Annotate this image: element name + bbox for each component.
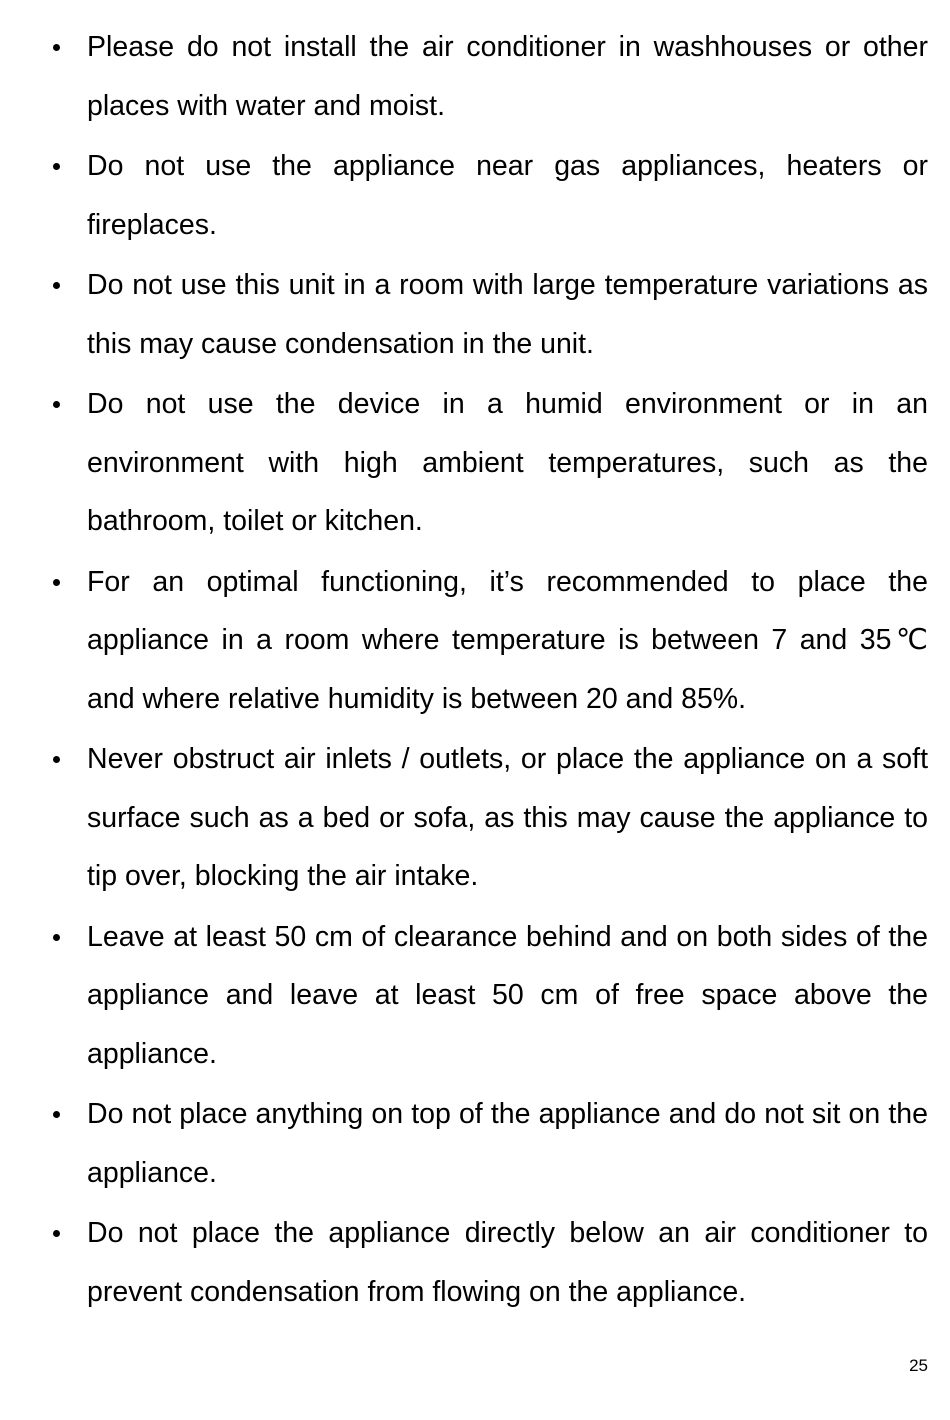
bullet-icon <box>53 756 60 763</box>
bullet-text: Do not place the appliance directly below an air conditioner to prevent condensation from flowing on the appliance. <box>87 1217 928 1308</box>
bullet-text: Do not place anything on top of the appliance and do not sit on the appliance. <box>87 1098 928 1189</box>
bullet-text: For an optimal functioning, it’s recommended to place the appliance in a room where temperature is between 7 and 35℃ and where relative humidity is between 20 and 85%. <box>87 565 928 715</box>
bullet-icon <box>53 1111 60 1118</box>
bullet-icon <box>53 934 60 941</box>
bullet-item <box>0 908 950 1084</box>
bullet-text: Do not use this unit in a room with large temperature variations as this may cause condensation in the unit. <box>87 269 928 360</box>
bullet-icon <box>53 1230 60 1237</box>
bullet-item <box>0 375 950 551</box>
bullet-item <box>0 1204 950 1321</box>
bullet-item <box>0 18 950 135</box>
bullet-icon <box>53 579 60 586</box>
bullet-item <box>0 1085 950 1202</box>
safety-bullet-list <box>0 18 950 1323</box>
bullet-icon <box>53 44 60 51</box>
bullet-text: Do not use the appliance near gas appliances, heaters or fireplaces. <box>87 150 928 241</box>
bullet-icon <box>53 282 60 289</box>
bullet-icon <box>53 401 60 408</box>
page-number: 25 <box>909 1356 928 1375</box>
bullet-text: Please do not install the air conditioner in washhouses or other places with water and moist. <box>87 31 928 122</box>
bullet-item <box>0 730 950 906</box>
bullet-text: Do not use the device in a humid environment or in an environment with high ambient temperatures, such as the bathroom, toilet or kitchen. <box>87 388 928 537</box>
bullet-item <box>0 553 950 729</box>
bullet-item <box>0 256 950 373</box>
bullet-icon <box>53 163 60 170</box>
bullet-text: Never obstruct air inlets / outlets, or place the appliance on a soft surface such as a bed or sofa, as this may cause the appliance to tip over, blocking the air intake. <box>87 743 928 892</box>
bullet-item <box>0 137 950 254</box>
bullet-text: Leave at least 50 cm of clearance behind and on both sides of the appliance and leave at least 50 cm of free space above the appliance. <box>87 920 928 1070</box>
